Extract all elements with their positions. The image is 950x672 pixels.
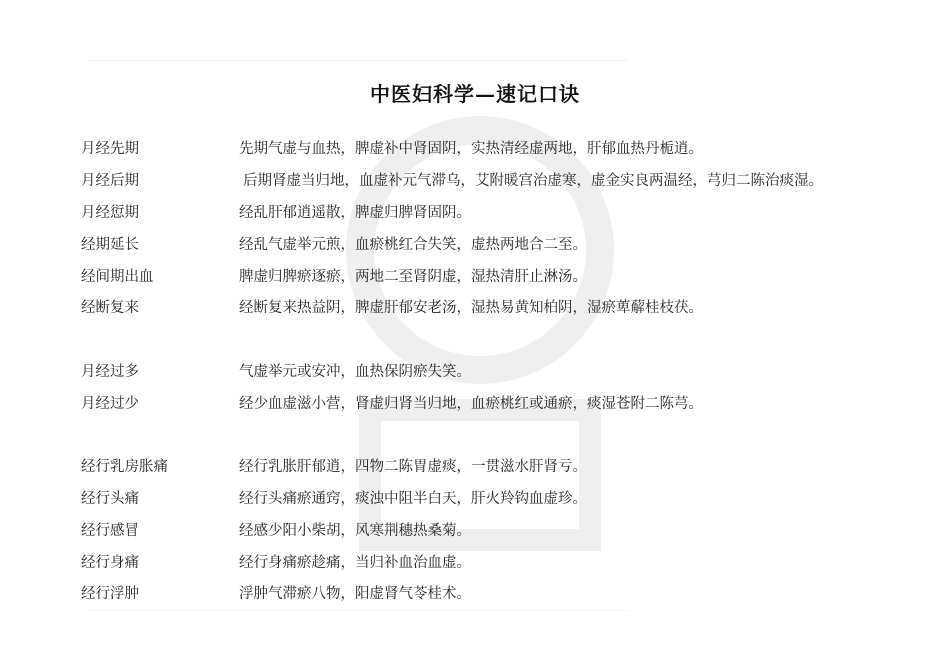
term-label: 月经过少 [81,396,139,412]
term-label: 经间期出血 [81,269,154,285]
mnemonic-text: 经乱肝郁逍遥散，脾虚归脾肾固阴。 [239,205,471,221]
mnemonic-text: 经感少阳小柴胡，风寒荆穗热桑菊。 [239,523,471,539]
term-label: 月经后期 [81,173,139,189]
mnemonic-text: 经断复来热益阴，脾虚肝郁安老汤，湿热易黄知柏阴，湿瘀萆薢桂枝茯。 [239,300,703,316]
term-label: 经断复来 [81,300,139,316]
bottom-divider [88,610,628,611]
mnemonic-text: 先期气虚与血热，脾虚补中肾固阴，实热清经虚两地，肝郁血热丹栀逍。 [239,141,703,157]
term-label: 月经先期 [81,141,139,157]
mnemonic-text: 后期肾虚当归地，血虚补元气滞乌，艾附暖宫治虚寒，虚金实良两温经，芎归二陈治痰湿。 [243,173,823,189]
term-label: 经行乳房胀痛 [81,459,168,475]
mnemonic-text: 脾虚归脾瘀逐瘀，两地二至肾阴虚，湿热清肝止淋汤。 [239,269,587,285]
term-label: 经行身痛 [81,555,139,571]
term-label: 月经愆期 [81,205,139,221]
term-label: 经期延长 [81,237,139,253]
page-title: 中医妇科学—速记口诀 [370,82,580,106]
mnemonic-text: 浮肿气滞瘀八物，阳虚肾气苓桂术。 [239,586,471,602]
term-label: 经行头痛 [81,491,139,507]
mnemonic-text: 经行身痛瘀趁痛，当归补血治血虚。 [239,555,471,571]
mnemonic-text: 气虚举元或安冲，血热保阴瘀失笑。 [239,364,471,380]
mnemonic-text: 经行头痛瘀通窍，痰浊中阻半白天，肝火羚钩血虚珍。 [239,491,587,507]
mnemonic-text: 经乱气虚举元煎，血瘀桃红合失笑，虚热两地合二至。 [239,237,587,253]
top-divider [88,60,628,61]
term-label: 月经过多 [81,364,139,380]
term-label: 经行浮肿 [81,586,139,602]
term-label: 经行感冒 [81,523,139,539]
mnemonic-text: 经行乳胀肝郁逍，四物二陈胃虚痰，一贯滋水肝肾亏。 [239,459,587,475]
mnemonic-text: 经少血虚滋小营，肾虚归肾当归地，血瘀桃红或通瘀，痰湿苍附二陈芎。 [239,396,703,412]
